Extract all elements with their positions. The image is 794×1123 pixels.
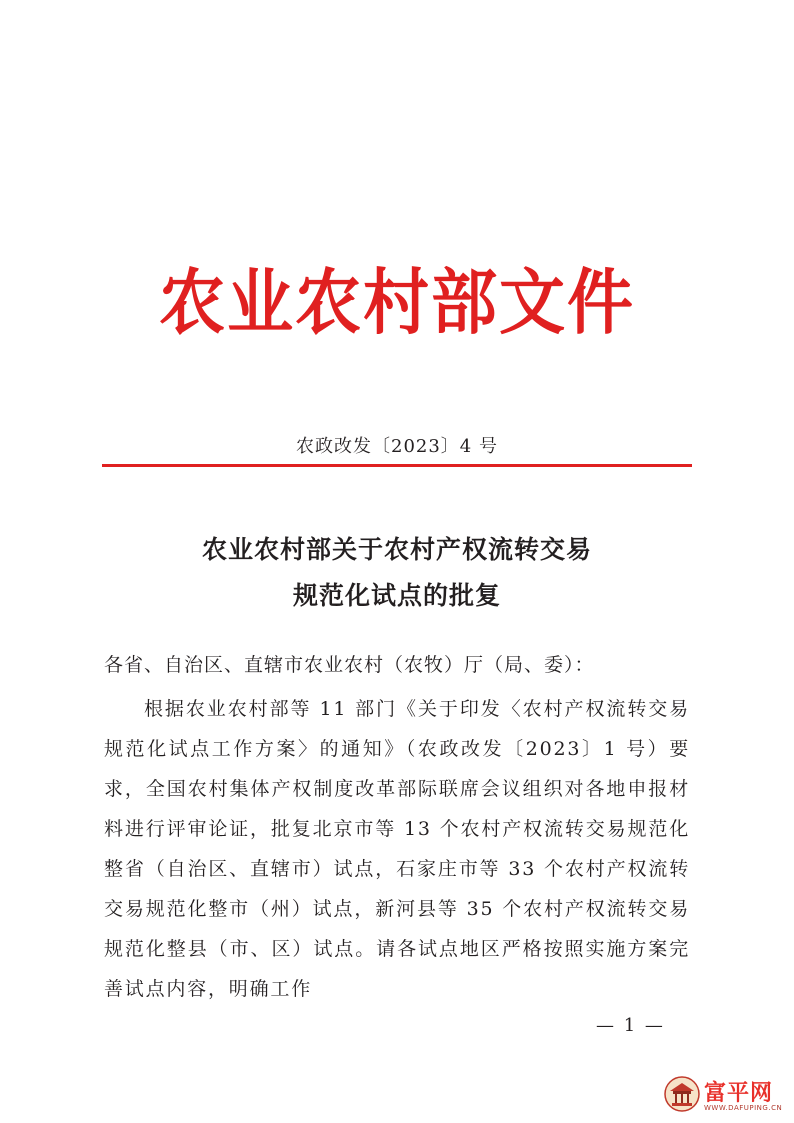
document-masthead: 农业农村部文件	[159, 259, 635, 345]
watermark-url: WWW.DAFUPING.CN	[704, 1104, 783, 1112]
watermark-site-name: 富平网	[704, 1081, 774, 1106]
document-number: 农政改发〔2023〕4 号	[296, 436, 498, 457]
title-line-2: 规范化试点的批复	[292, 581, 501, 610]
red-divider	[102, 464, 692, 467]
pavilion-icon	[664, 1076, 700, 1112]
document-title	[0, 527, 794, 619]
body-paragraph: 根据农业农村部等 11 部门《关于印发〈农村产权流转交易规范化试点工作方案〉的通知》（农政改发〔2023〕1 号）要求，全国农村集体产权制度改革部际联席会议组织对各地申报材料进行评审论证，批复北京市等 13 个农村产权流转交易规范化整省（自治区、直辖市）试点，石家庄市等 33 个农村产权流转交易规范化整市（州）试点，新河县等 35 个农村产权流转交易规范化整县（市、区）试点。请各试点地区严格按照实施方案完善试点内容，明确工作	[104, 698, 690, 1000]
page-number: — 1 —	[596, 1015, 665, 1036]
salutation: 各省、自治区、直辖市农业农村（农牧）厅（局、委）：	[104, 654, 595, 676]
title-line-1: 农业农村部关于农村产权流转交易	[201, 535, 592, 564]
site-watermark[interactable]	[664, 1076, 788, 1116]
